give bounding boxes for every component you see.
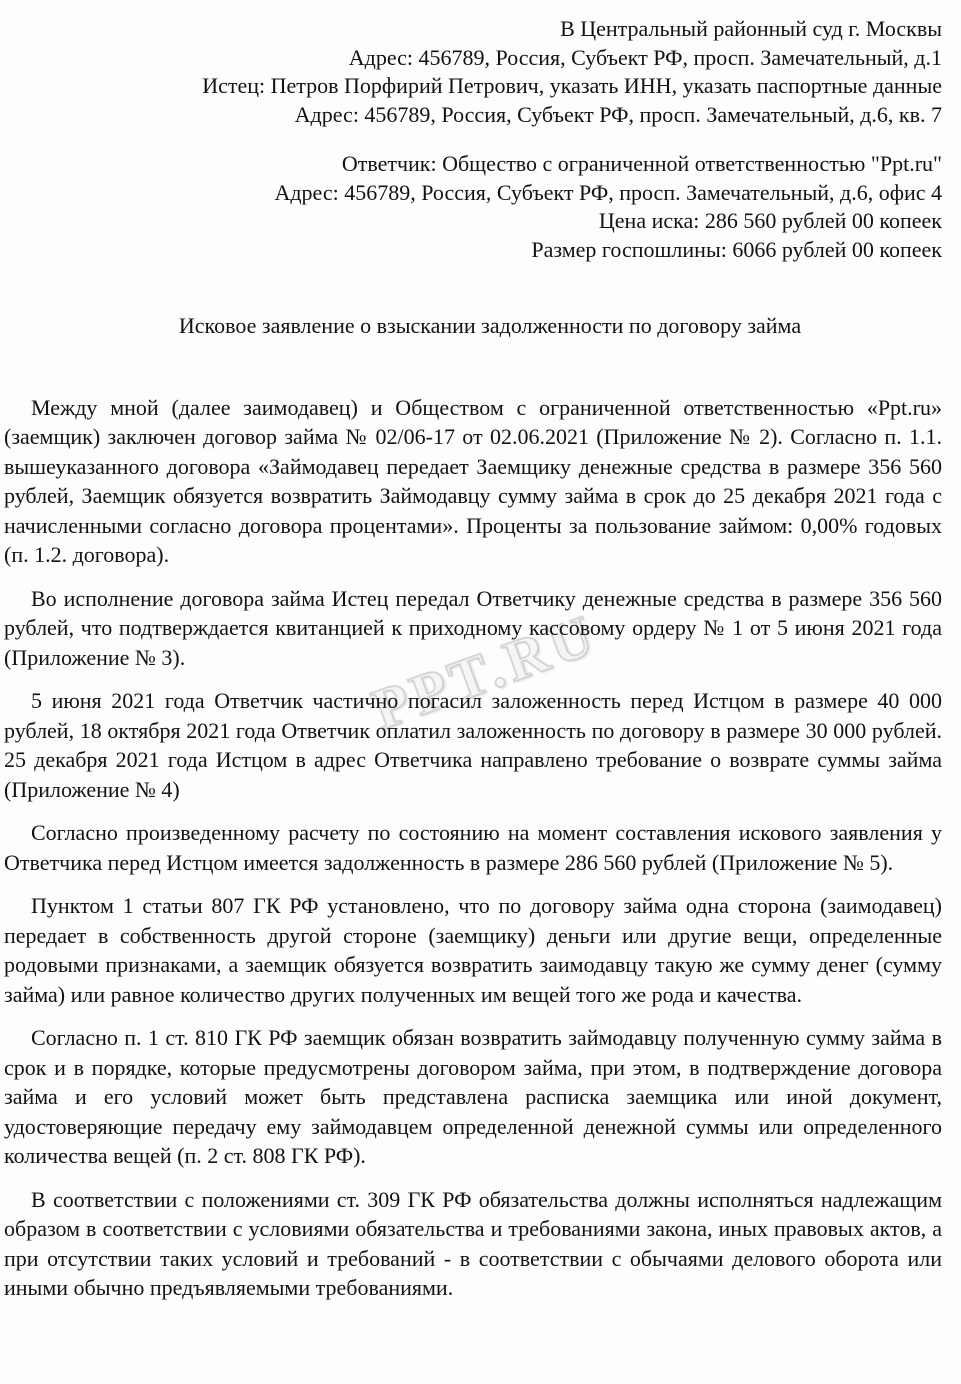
paragraph-loan-agreement: Между мной (далее заимодавец) и Обществом с ограниченной ответственностью «Ppt.ru» (заемщик) заключен договор займа № 02/06-17 от 02.06.2021 (Приложение № 2). Согласно п. 1.1. вышеуказанного договора «Займодавец передает Заемщику денежные средства в размере 356 560 рублей, Заемщик обязуется возвратить Займодавцу сумму займа в срок до 25 декабря 2021 года с начисленными согласно договора процентами». Проценты за пользование займом: 0,00% годовых (п. 1.2. договора). (4, 394, 942, 567)
header-line-respondent-address: Адрес: 456789, Россия, Субъект РФ, просп. Замечательный, д.6, офис 4 (274, 179, 942, 205)
header-spacer (4, 129, 942, 150)
document-body (4, 393, 942, 1303)
paragraph-article-309: В соответствии с положениями ст. 309 ГК РФ обязательства должны исполняться надлежащим образом в соответствии с условиями обязательства и требованиями закона, иных правовых актов, а при отсутствии таких условий и требований - в соответствии с обычаями делового оборота или иными обычно предъявляемыми требованиями. (4, 1186, 942, 1300)
header-line-plaintiff: Истец: Петров Порфирий Петрович, указать ИНН, указать паспортные данные (202, 73, 942, 98)
page-title: Исковое заявление о взыскании задолженности по договору займа (178, 313, 802, 338)
paragraph-article-807: Пунктом 1 статьи 807 ГК РФ установлено, что по договору займа одна сторона (заимодавец) передает в собственность другой стороне (заемщику) деньги или другие вещи, определенные родовыми признаками, а заемщик обязуется возвратить заимодавцу такую же сумму денег (сумму займа) или равное количество других полученных им вещей того же рода и качества. (4, 893, 942, 1007)
header-line-state-duty: Размер госпошлины: 6066 рублей 00 копеек (531, 236, 942, 262)
paragraph-funds-transferred: Во исполнение договора займа Истец передал Ответчику денежные средства в размере 356 560 рублей, что подтверждается квитанцией к приходному кассовому ордеру № 1 от 5 июня 2021 года (Приложение № 3). (4, 585, 942, 670)
paragraph-debt-calculation: Согласно произведенному расчету по состоянию на момент составления искового заявления у Ответчика перед Истцом имеется задолженность в размере 286 560 рублей (Приложение № 5). (4, 820, 942, 875)
paragraph-partial-repayment: 5 июня 2021 года Ответчик частично погасил заложенность перед Истцом в размере 40 000 рублей, 18 октября 2021 года Ответчик оплатил заложенность по договору в размере 30 000 рублей. 25 декабря 2021 года Истцом в адрес Ответчика направлено требование о возврате суммы займа (Приложение № 4) (4, 688, 942, 802)
header-line-plaintiff-address: Адрес: 456789, Россия, Субъект РФ, просп. Замечательный, д.6, кв. 7 (294, 101, 942, 127)
document-header (4, 15, 942, 264)
header-line-claim-price: Цена иска: 286 560 рублей 00 копеек (598, 208, 942, 233)
paragraph-article-810: Согласно п. 1 ст. 810 ГК РФ заемщик обязан возвратить займодавцу полученную сумму займа в срок и в порядке, которые предусмотрены договором займа, при этом, в подтверждение договора займа и его условий может быть представлена расписка заемщика или иной документ, удостоверяющие передачу ему займодавцем определенной денежной суммы или определенного количества вещей (п. 2 ст. 808 ГК РФ). (4, 1025, 942, 1168)
watermark-text: PPT.RU (363, 601, 606, 742)
header-line-respondent: Ответчик: Общество с ограниченной ответственностью "Ppt.ru" (341, 151, 942, 176)
header-line-court: В Центральный районный суд г. Москвы (560, 16, 942, 41)
header-line-court-address: Адрес: 456789, Россия, Субъект РФ, просп. Замечательный, д.1 (348, 44, 942, 70)
